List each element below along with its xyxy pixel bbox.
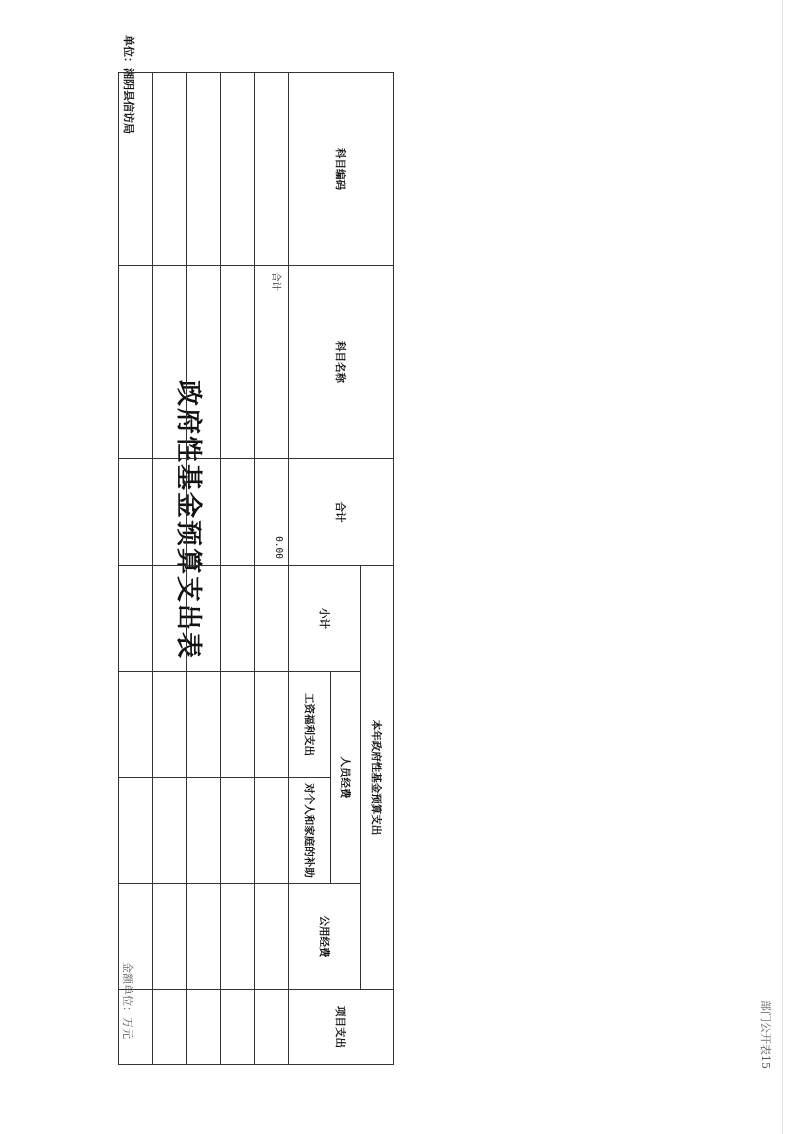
cell-wages (153, 672, 187, 778)
header-subject-name: 科目名称 (289, 266, 394, 459)
cell-subtotal (119, 566, 153, 672)
cell-subsidy (187, 778, 221, 884)
header-public-expense: 公用经费 (289, 884, 361, 990)
table-row (221, 73, 255, 1065)
table-row (187, 73, 221, 1065)
cell-project (221, 990, 255, 1065)
cell-name (187, 266, 221, 459)
cell-name (221, 266, 255, 459)
cell-wages (255, 672, 289, 778)
header-total: 合计 (289, 459, 394, 566)
cell-subtotal (153, 566, 187, 672)
header-wages-welfare: 工资福利支出 (289, 672, 331, 778)
cell-subtotal (221, 566, 255, 672)
cell-code (255, 73, 289, 266)
header-subtotal: 小计 (289, 566, 361, 672)
cell-project (187, 990, 221, 1065)
cell-total (221, 459, 255, 566)
cell-name: 合计 (255, 266, 289, 459)
cell-wages (187, 672, 221, 778)
page-title: 政府性基金预算支出表 (173, 380, 203, 661)
cell-total: 0.00 (255, 459, 289, 566)
cell-subtotal (255, 566, 289, 672)
cell-name (119, 266, 153, 459)
cell-wages (221, 672, 255, 778)
cell-project (255, 990, 289, 1065)
cell-code (119, 73, 153, 266)
rotated-sheet (114, 0, 794, 1069)
cell-subsidy (119, 778, 153, 884)
form-number: 部门公开表15 (759, 1000, 772, 1069)
cell-public (221, 884, 255, 990)
table-row (119, 73, 153, 1065)
cell-wages (119, 672, 153, 778)
budget-table (118, 72, 394, 1065)
cell-total (119, 459, 153, 566)
cell-subtotal (187, 566, 221, 672)
cell-total (187, 459, 221, 566)
cell-public (187, 884, 221, 990)
cell-subsidy (153, 778, 187, 884)
cell-subsidy (255, 778, 289, 884)
table-row (255, 73, 289, 1065)
cell-total (153, 459, 187, 566)
cell-name (153, 266, 187, 459)
header-subject-code: 科目编码 (289, 73, 394, 266)
table-row (153, 73, 187, 1065)
header-current-year-group: 本年政府性基金预算支出 (361, 566, 394, 990)
cell-project (119, 990, 153, 1065)
cell-public (153, 884, 187, 990)
header-individual-subsidy: 对个人和家庭的补助 (289, 778, 331, 884)
cell-code (221, 73, 255, 266)
cell-subsidy (221, 778, 255, 884)
amount-unit-label: 金额单位：万元 (121, 962, 134, 1039)
cell-code (187, 73, 221, 266)
header-personnel-group: 人员经费 (331, 672, 361, 884)
cell-public (255, 884, 289, 990)
cell-project (153, 990, 187, 1065)
organization-label: 单位：湘阴县信访局 (122, 35, 135, 134)
cell-code (153, 73, 187, 266)
cell-public (119, 884, 153, 990)
header-project-expense: 项目支出 (289, 990, 394, 1065)
